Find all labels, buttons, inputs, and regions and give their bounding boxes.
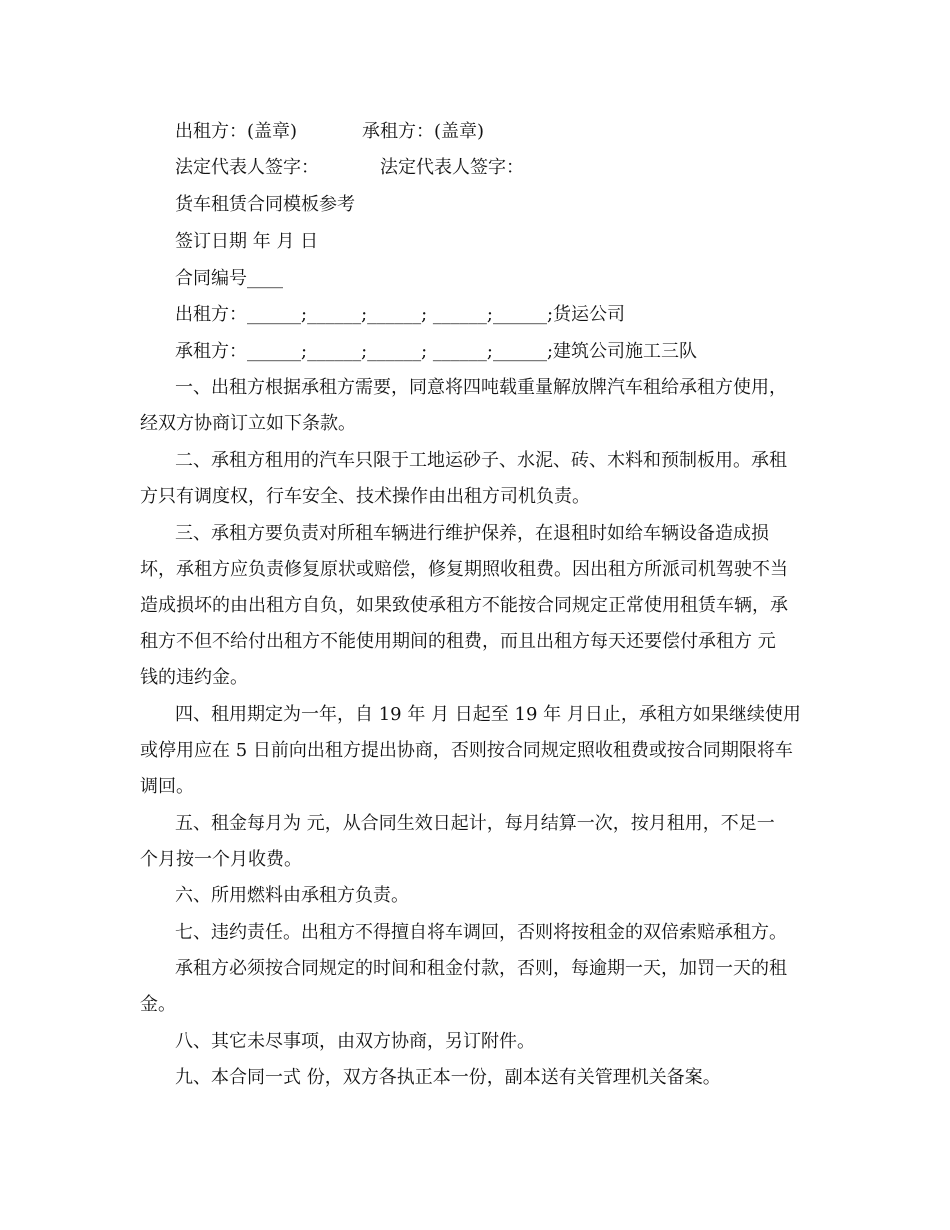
document-title: 货车租赁合同模板参考	[175, 194, 355, 215]
rep-lessor: 法定代表人签字：	[175, 157, 319, 178]
body-line: 三、承租方要负责对所租车辆进行维护保养，在退租时如给车辆设备造成损	[175, 523, 769, 544]
body-line: 方只有调度权，行车安全、技术操作由出租方司机负责。	[140, 486, 590, 507]
body-line: 七、违约责任。出租方不得擅自将车调回，否则将按租金的双倍索赔承租方。	[175, 922, 787, 943]
body-line: 调回。	[140, 776, 194, 797]
body-line: 租方不但不给付出租方不能使用期间的租费，而且出租方每天还要偿付承租方 元	[140, 631, 776, 652]
sign-date: 签订日期 年 月 日	[175, 231, 319, 252]
contract-number: 合同编号____	[175, 268, 283, 289]
body-line: 四、租用期定为一年，自 19 年 月 日起至 19 年 月日止，承租方如果继续使用	[175, 704, 801, 725]
lessor-line: 出租方：______;______;______; ______;______;货运公司	[175, 304, 626, 325]
body-line: 个月按一个月收费。	[140, 849, 302, 870]
body-line: 坏，承租方应负责修复原状或赔偿，修复期照收租费。因出租方所派司机驾驶不当	[140, 559, 788, 580]
body-line: 造成损坏的由出租方自负，如果致使承租方不能按合同规定正常使用租赁车辆，承	[140, 595, 788, 616]
body-line: 经双方协商订立如下条款。	[140, 413, 356, 434]
body-line: 五、租金每月为 元，从合同生效日起计，每月结算一次，按月租用，不足一	[175, 813, 775, 834]
sign-lessor: 出租方：(盖章)	[175, 121, 298, 142]
body-line: 一、出租方根据承租方需要，同意将四吨载重量解放牌汽车租给承租方使用，	[175, 377, 787, 398]
body-line: 二、承租方租用的汽车只限于工地运砂子、水泥、砖、木料和预制板用。承租	[175, 450, 787, 471]
rep-lessee: 法定代表人签字：	[380, 157, 524, 178]
body-line: 九、本合同一式 份，双方各执正本一份，副本送有关管理机关备案。	[175, 1067, 721, 1088]
body-line: 承租方必须按合同规定的时间和租金付款，否则，每逾期一天，加罚一天的租	[175, 958, 787, 979]
sign-lessee: 承租方：(盖章)	[362, 121, 485, 142]
body-line: 八、其它未尽事项，由双方协商，另订附件。	[175, 1031, 535, 1052]
body-line: 金。	[140, 994, 176, 1015]
body-line: 钱的违约金。	[140, 667, 248, 688]
lessee-line: 承租方：______;______;______; ______;______;建筑公司施工三队	[175, 341, 698, 362]
body-line: 或停用应在 5 日前向出租方提出协商，否则按合同规定照收租费或按合同期限将车	[140, 740, 793, 761]
body-line: 六、所用燃料由承租方负责。	[175, 885, 409, 906]
